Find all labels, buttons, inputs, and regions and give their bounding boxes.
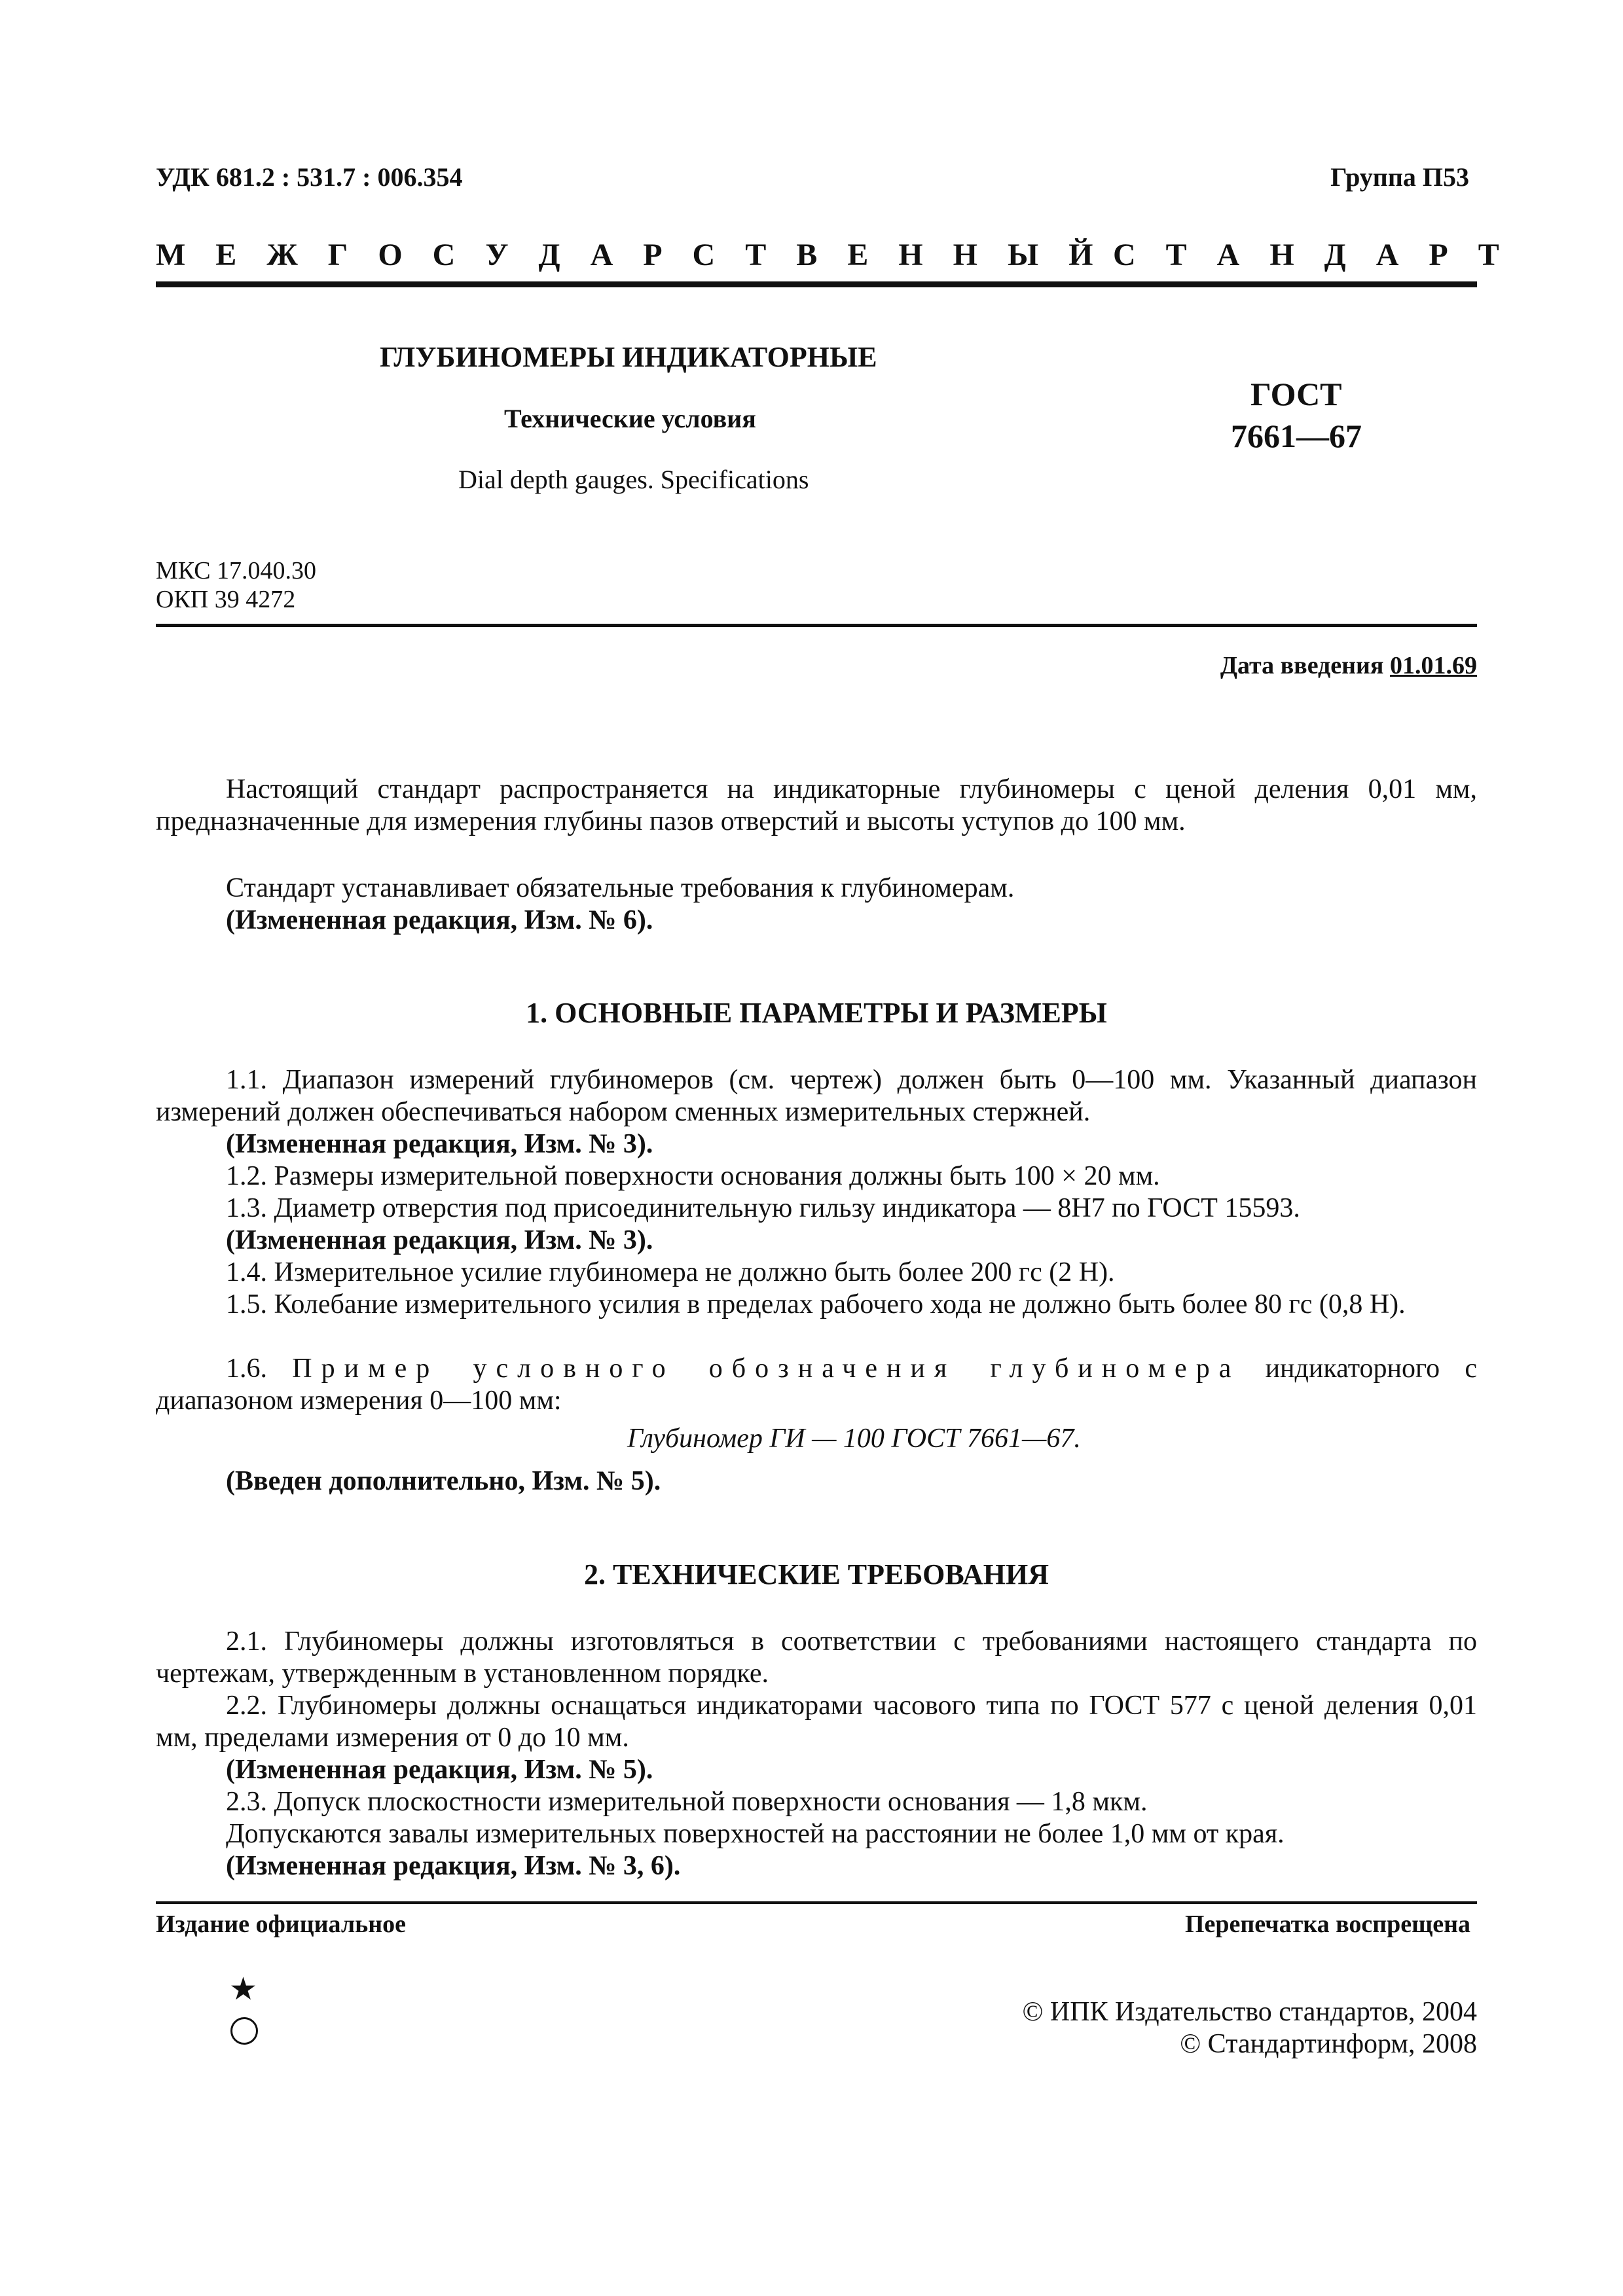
banner-interstate: М Е Ж Г О С У Д А Р С Т В Е Н Н Ы Й	[156, 238, 1099, 272]
page-title: ГЛУБИНОМЕРЫ ИНДИКАТОРНЫЕ	[380, 341, 877, 373]
clause-1-1: 1.1. Диапазон измерений глубиномеров (см. чертеж) должен быть 0—100 мм. Указанный диапазон измерений должен обеспечиваться набором сменных измерительных стержней.	[156, 1065, 1477, 1127]
mks-code: МКС 17.040.30	[156, 557, 317, 584]
section-1-heading: 1. ОСНОВНЫЕ ПАРАМЕТРЫ И РАЗМЕРЫ	[526, 997, 1107, 1029]
banner-standard: С Т А Н Д А Р Т	[1113, 238, 1504, 272]
gost-number: 7661—67	[1231, 418, 1362, 454]
circle-icon	[230, 2017, 258, 2045]
group-code: Группа П53	[1330, 162, 1469, 192]
clause-1-2: 1.2. Размеры измерительной поверхности основания должны быть 100 × 20 мм.	[226, 1161, 1160, 1191]
clause-2-2: 2.2. Глубиномеры должны оснащаться индикаторами часового типа по ГОСТ 577 с ценой деления 0,01 мм, пределами измерения от 0 до 10 мм.	[156, 1691, 1477, 1753]
designation-example: Глубиномер ГИ — 100 ГОСТ 7661—67.	[627, 1424, 1081, 1454]
gost-label: ГОСТ	[1250, 376, 1342, 412]
intro-scope-paragraph: Стандарт устанавливает обязательные требования к глубиномерам.	[226, 873, 1015, 903]
section-2-heading: 2. ТЕХНИЧЕСКИЕ ТРЕБОВАНИЯ	[584, 1558, 1049, 1590]
clause-2-2-amendment: (Измененная редакция, Изм. № 5).	[226, 1755, 653, 1785]
official-edition-label: Издание официальное	[156, 1910, 407, 1938]
intro-amendment: (Измененная редакция, Изм. № 6).	[226, 905, 653, 935]
clause-1-6-spaced-text: Пример условного обозначения глубиномера	[292, 1354, 1241, 1384]
reprint-prohibited-label: Перепечатка воспрещена	[1184, 1910, 1470, 1938]
udk-code: УДК 681.2 : 531.7 : 006.354	[156, 162, 463, 192]
footer-rule	[156, 1901, 1477, 1904]
intro-date-value: 01.01.69	[1390, 652, 1477, 679]
clause-1-6	[156, 1353, 1477, 1417]
page-subtitle: Технические условия	[504, 404, 756, 433]
clause-1-1-amendment: (Измененная редакция, Изм. № 3).	[226, 1129, 653, 1159]
clause-1-6-text: индикаторного с диапазоном измерения 0—100 мм:	[156, 1354, 1478, 1416]
clause-2-3-amendment: (Измененная редакция, Изм. № 3, 6).	[226, 1851, 681, 1881]
clause-2-1: 2.1. Глубиномеры должны изготовляться в соответствии с требованиями настоящего стандарта по чертежам, утвержденным в установленном порядке.	[156, 1626, 1477, 1689]
clause-1-3-amendment: (Измененная редакция, Изм. № 3).	[226, 1225, 653, 1255]
clause-2-3-tolerance: Допускаются завалы измерительных поверхностей на расстоянии не более 1,0 мм от края.	[226, 1819, 1285, 1849]
okp-code: ОКП 39 4272	[156, 586, 296, 613]
clause-2-3: 2.3. Допуск плоскостности измерительной поверхности основания — 1,8 мкм.	[226, 1787, 1148, 1817]
intro-paragraph: Настоящий стандарт распространяется на индикаторные глубиномеры с ценой деления 0,01 мм, предназначенные для измерения глубины пазов отверстий и высоты уступов до 100 мм.	[156, 774, 1477, 836]
copyright-line-1: © ИПК Издательство стандартов, 2004	[1022, 1997, 1477, 2027]
intro-date-label: Дата введения	[1220, 652, 1384, 679]
clause-1-5: 1.5. Колебание измерительного усилия в пределах рабочего хода не должно быть более 80 гс (0,8 Н).	[226, 1289, 1406, 1319]
star-icon: ★	[229, 1972, 258, 2007]
english-title: Dial depth gauges. Specifications	[458, 465, 809, 494]
header-rule	[156, 281, 1477, 287]
clause-1-6-amendment: (Введен дополнительно, Изм. № 5).	[226, 1466, 661, 1496]
classification-rule	[156, 624, 1477, 627]
intro-date	[1220, 651, 1477, 681]
copyright-line-2: © Стандартинформ, 2008	[1180, 2029, 1477, 2059]
clause-1-3: 1.3. Диаметр отверстия под присоединительную гильзу индикатора — 8H7 по ГОСТ 15593.	[226, 1193, 1300, 1223]
clause-1-4: 1.4. Измерительное усилие глубиномера не должно быть более 200 гс (2 Н).	[226, 1257, 1115, 1287]
clause-1-6-number: 1.6.	[226, 1354, 267, 1384]
